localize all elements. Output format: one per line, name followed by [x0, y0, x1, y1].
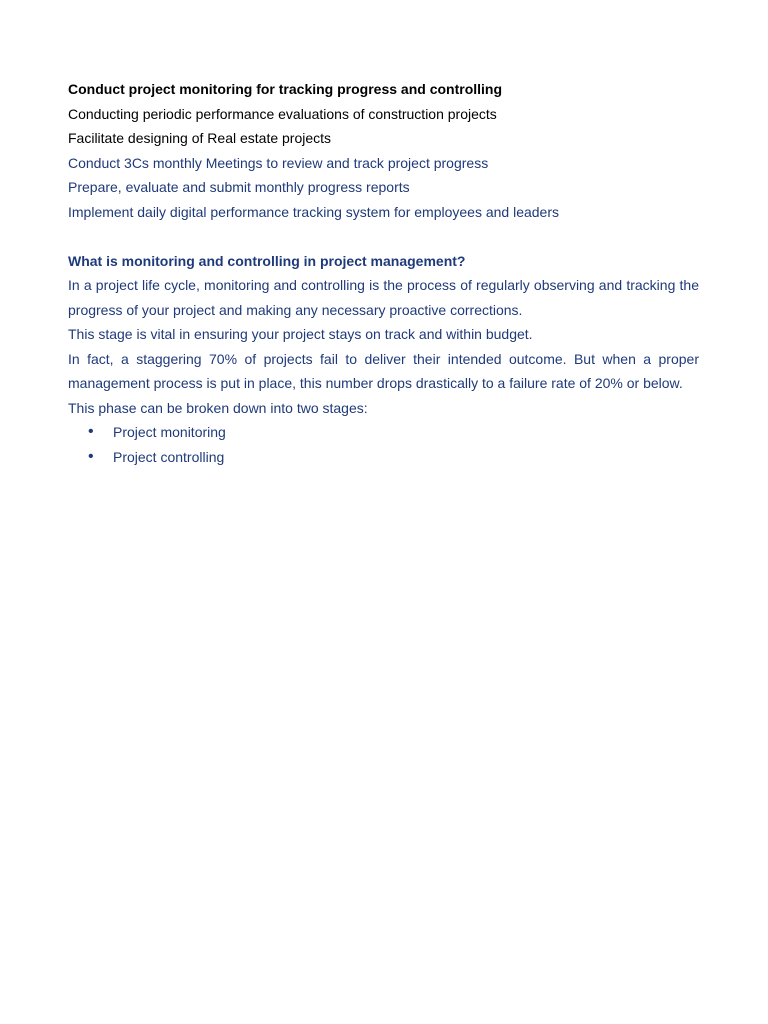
section-heading-monitoring: Conduct project monitoring for tracking progress and controlling — [68, 81, 503, 97]
list-item — [68, 445, 699, 470]
list-item-label: Project controlling — [113, 448, 225, 465]
paragraph: This stage is vital in ensuring your project stays on track and within budget. — [68, 326, 533, 342]
blank-line — [68, 224, 699, 249]
paragraph: In a project life cycle, monitoring and controlling is the process of regularly observing and tracking the progress of your project and making any necessary proactive corrections. — [68, 277, 699, 318]
list-item-label: Project monitoring — [113, 424, 226, 440]
bullet-icon: • — [88, 447, 94, 465]
stage-list — [68, 420, 699, 469]
section-heading-question: What is monitoring and controlling in project management? — [68, 252, 466, 269]
text-line: Prepare, evaluate and submit monthly progress reports — [68, 179, 410, 195]
paragraph: This phase can be broken down into two stages: — [68, 399, 368, 416]
text-line: Conduct 3Cs monthly Meetings to review and track project progress — [68, 154, 489, 171]
bullet-icon: • — [88, 423, 94, 440]
text-line: Conducting periodic performance evaluations of construction projects — [68, 105, 497, 122]
document-page — [68, 77, 699, 469]
paragraph: In fact, a staggering 70% of projects fail to deliver their intended outcome. But when a proper management process is put in place, this number drops drastically to a failure rate of 20% or below. — [68, 350, 699, 391]
list-item — [68, 420, 699, 445]
text-line: Facilitate designing of Real estate projects — [68, 130, 332, 146]
text-line: Implement daily digital performance tracking system for employees and leaders — [68, 203, 560, 220]
